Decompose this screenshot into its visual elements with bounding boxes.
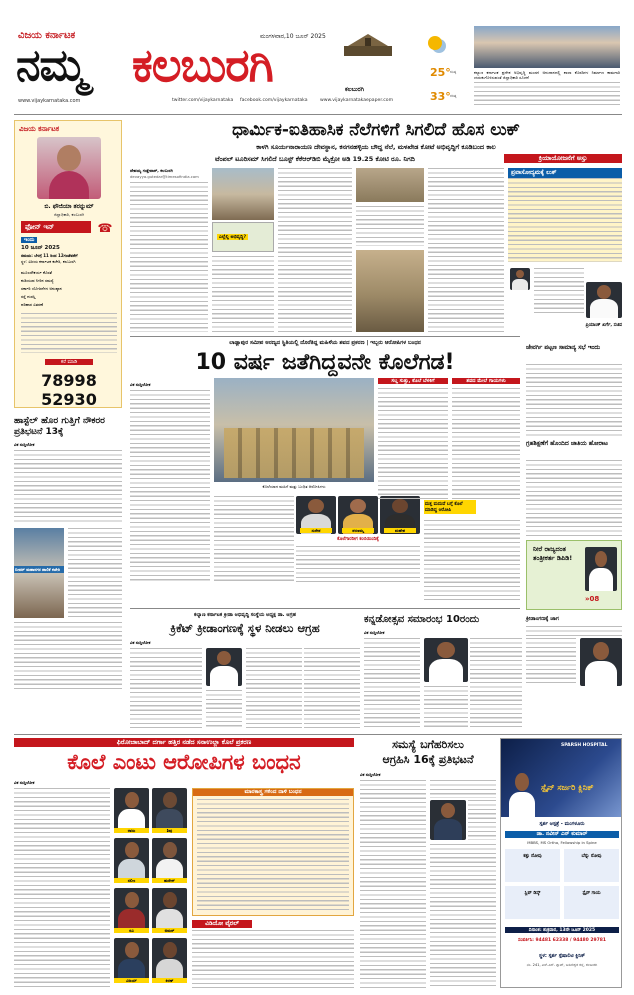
ad-service: ಬೆನ್ನು ನೋವು xyxy=(564,849,619,882)
accused-m2 xyxy=(152,788,187,832)
lead-photo-fort xyxy=(212,168,274,220)
accused-name-2: ಶರಣಮ್ಮ xyxy=(342,528,374,533)
temp-max-label: ಗರಿಷ್ಠ xyxy=(450,94,457,98)
phone-in-label: ಫೋನ್ ಇನ್ xyxy=(21,221,91,233)
lead-lines-2 xyxy=(212,256,274,332)
side-lines-3 xyxy=(424,520,520,600)
lead-tag: ಕ್ರಿಯಾಯೋಜನೆಗೆ ಅಸ್ತು xyxy=(504,154,622,163)
ad-address: ಸ್ಥಳ: ಸ್ಪರ್ಶ ಸ್ಪೆಷಾಲಿಟಿ ಕ್ಲಿನಿಕ್ xyxy=(539,953,585,959)
lead-lines-1 xyxy=(130,182,208,332)
side-lines-2 xyxy=(452,388,520,500)
accused-name-m1: ರಾಜು xyxy=(114,828,149,833)
top-brief-lines xyxy=(474,82,620,108)
lower-rule xyxy=(14,734,622,735)
lead-photo-temple xyxy=(356,168,424,202)
topic-list xyxy=(21,269,119,309)
accused-name-m3: ಸಲೀಂ xyxy=(114,878,149,883)
cricket-lines-4 xyxy=(304,648,360,728)
phone-in-time: ಸಮಯ: ಬೆಳಗ್ಗೆ 11 ರಿಂದ 12ಗಂಟೆವರೆಗೆ xyxy=(21,253,78,258)
protest-lines-1 xyxy=(360,780,426,988)
side-lines-1 xyxy=(378,388,448,500)
hostel-byline: ವಿಕ ಸುದ್ದಿಲೋಕ xyxy=(14,442,35,447)
accused-m1 xyxy=(114,788,149,832)
right-item2-title: ಗ್ರಹಶಿಕ್ಷಣೆಗೆ ಹೊಂದಿದ ಜಾತಿಯ ಹೋರಾಟ xyxy=(526,440,608,447)
second-lines-2 xyxy=(214,496,294,582)
ad-date: ದಿನಾಂಕ: ಶುಕ್ರವಾರ, 13ನೇ ಜೂನ್ 2025 xyxy=(505,927,619,933)
accused-caption: ಕೊಲೆಗಾರರೀಗ ಕಂಬಿಯಿಂದಿಕ್ಕೆ xyxy=(337,537,379,542)
lead-lines-4 xyxy=(356,206,424,246)
lead-byline: ದೇವಯ್ಯ ಗುತ್ತೇದಾರ್, ಕಲಬುರಗಿ xyxy=(130,168,173,173)
ad-services xyxy=(505,849,619,919)
accused-m5 xyxy=(114,888,149,932)
cricket-kicker: ಕಲ್ಯಾಣ ಕರ್ನಾಟಕ ಕ್ರೀಡಾ ಅಭಿವೃದ್ಧಿ ಸಂಸ್ಥೆಯ ಅಧ್ಯಕ್ಷ ಡಾ. ಆಗ್ರಹ xyxy=(194,612,296,618)
second-rule xyxy=(130,336,520,337)
right-item1-title: ಜೇವರ್ಗಿ ಪಟ್ಟಣ ಸಾಮಾನ್ಯ ಸಭೆ ಇಂದು xyxy=(526,344,601,351)
ad-address-2: ನಂ. 241, ಎಸ್.ಎಸ್. ಫ್ಲಾಟ್, ಬಸವೇಶ್ವರ ರಸ್ತೆ, ಕಲಬುರಗಿ xyxy=(526,963,598,967)
right-lines-4 xyxy=(526,638,576,686)
accused-name-m6: ಅಮರ್ xyxy=(152,928,187,933)
protest-byline: ವಿಕ ಸುದ್ದಿಲೋಕ xyxy=(360,772,381,777)
right-photo xyxy=(580,638,622,686)
top-brief-photo xyxy=(474,26,620,68)
phone-in-date: 10 ಜೂನ್ 2025 xyxy=(21,245,60,251)
twitter-link[interactable]: twitter.com/vijaykarnataka xyxy=(172,98,234,103)
promo-page: »08 xyxy=(585,595,600,603)
masthead-title-left: ನಮ್ಮ xyxy=(16,40,87,91)
phone-in-lines xyxy=(21,313,117,353)
quote-photo xyxy=(586,282,622,318)
temp-min: 25° xyxy=(430,66,451,79)
temp-max: 33° xyxy=(430,90,451,103)
accused-m6 xyxy=(152,888,187,932)
accused-name-1: ಸುರೇಶ xyxy=(300,528,332,533)
protest-lines-2 xyxy=(430,780,496,798)
lead-map-label: ಎಲ್ಲೆಲ್ಲಿ ಅಭಿವೃದ್ಧಿ? xyxy=(219,235,247,240)
lead-sidebar-lines xyxy=(508,178,622,262)
lead-headline: ಧಾರ್ಮಿಕ-ಐತಿಹಾಸಿಕ ನೆಲೆಗಳಿಗೆ ಸಿಗಲಿದೆ ಹೊಸ ಲುಕ್ xyxy=(232,120,520,140)
hostel-lines-3 xyxy=(14,622,122,692)
murder-box-title: ಮಾರಕಾಸ್ತ್ರ ಗಳಿಂದ ದಾಳಿ ಬಂಧನ xyxy=(193,789,353,796)
hostel-headline: ಹಾಸ್ಟೆಲ್ ಹೊರ ಗುತ್ತಿಗೆ ನೌಕರರ ಪ್ರತಿಭಟನೆ 13ಕ್ಕೆ xyxy=(14,416,105,437)
accused-m4 xyxy=(152,838,187,882)
lead-lines-3 xyxy=(278,168,352,332)
second-lines-1 xyxy=(130,390,210,582)
cricket-photo xyxy=(206,648,242,686)
quote-name: ಪ್ರಿಯಾಂಕ್ ಖರ್ಗೆ, ಸಚಿವ xyxy=(585,323,622,328)
second-byline: ವಿಕ ಸುದ್ದಿಲೋಕ xyxy=(130,382,151,387)
right-lines-1 xyxy=(526,364,622,436)
weather-icon xyxy=(428,36,442,50)
accused-name-m4: ಹುಸೇನ್ xyxy=(152,878,187,883)
phone-in-box xyxy=(14,120,122,408)
right-lines-2 xyxy=(526,460,622,536)
accused-name-3: ಮಹೇಶ xyxy=(384,528,416,533)
kannada-byline: ವಿಕ ಸುದ್ದಿಲೋಕ xyxy=(364,630,385,635)
promo-photo xyxy=(585,547,617,591)
second-headline: 10 ವರ್ಷ ಜತೆಗಿದ್ದವನೇ ಕೊಲೆಗಡ! xyxy=(195,350,455,375)
ad-phone[interactable]: ಸಂಪರ್ಕಿಸಿ: 94481 62338 / 94480 29781 xyxy=(518,938,606,943)
murder-byline: ವಿಕ ಸುದ್ದಿಲೋಕ xyxy=(14,780,35,785)
ad-doctor-photo xyxy=(505,769,539,817)
masthead-date: ಮಂಗಳವಾರ,10 ಜೂನ್ 2025 xyxy=(260,33,326,40)
second-photo-police xyxy=(214,378,374,482)
right-promo[interactable] xyxy=(526,540,622,610)
hostel-photo xyxy=(14,528,64,618)
protest-headline-1: ಸಮಸ್ಯೆ ಬಗೆಹರಿಸಲು xyxy=(392,738,464,751)
murder-kicker: ಫಿರೋಜಾಬಾದ್ ದರ್ಗಾ ಹತ್ತಿರ ನಡೆದ ಸನಾಉಲ್ಲಾ ಕೊಲೆ ಪ್ರಕರಣ xyxy=(14,738,354,747)
accused-m7 xyxy=(114,938,149,982)
kannada-lines-3 xyxy=(424,686,468,728)
second-photo-caption: ಕೊಲೆಯಾದ ಮಹಿಳೆ ಮತ್ತು ಬಂಧಿತ ಆರೋಪಿಗಳು xyxy=(262,484,326,489)
hostel-lines-1 xyxy=(14,450,122,524)
accused-name-m7: ವಿಜಯ್ xyxy=(114,978,149,983)
cricket-lines-2 xyxy=(206,690,242,728)
cricket-headline: ಕ್ರಿಕೆಟ್ ಕ್ರೀಡಾಂಗಣಕ್ಕೆ ಸ್ಥಳ ನೀಡಲು ಆಗ್ರಹ xyxy=(170,621,320,635)
ad-degree: MBBS, MS Ortho, Fellowship in Spine xyxy=(527,840,597,845)
accused-name-m2: ಶಿವು xyxy=(152,828,187,833)
masthead xyxy=(0,0,634,120)
murder-accused-grid xyxy=(114,788,188,984)
accused-m3 xyxy=(114,838,149,882)
top-brief-text: ಕಲ್ಯಾಣ ಕರ್ನಾಟಕ ಪ್ರದೇಶ ಅಭಿವೃದ್ಧಿ ಮಂಡಳಿ ಅನುದಾನದಲ್ಲಿ ಶಾಲಾ ಕೊಠಡಿಗಳ ನಿರ್ಮಾಣ ಕಾಮಗಾರಿ ಚುರುಕುಗೊಳಿಸುವಂತೆ ಜಿಲ್ಲಾಧಿಕಾರಿ ಸೂಚನೆ xyxy=(474,70,620,81)
topic-item: ಮೂಲಸೌಕರ್ಯ ಕೊರತೆ xyxy=(21,270,52,275)
murder-lines-1 xyxy=(14,788,110,988)
murder-box-lines xyxy=(197,799,349,911)
ad-doctor-name: ಡಾ. ನವೀನ್ ಎನ್ ಕುಮಾರ್ xyxy=(505,831,619,838)
kannada-lines-2 xyxy=(470,638,522,728)
hostel-lines-2 xyxy=(68,528,122,618)
topic-item: ಸರ್ಕಾರಿ ಯೋಜನೆಗಳ ಅನುಷ್ಠಾನ xyxy=(21,286,62,291)
ad-banner xyxy=(501,739,622,817)
lead-map xyxy=(212,222,274,252)
today-label: ಇಂದು xyxy=(21,237,37,243)
second-lines-3 xyxy=(296,546,420,582)
guest-role: ಜಿಲ್ಲಾಧಿಕಾರಿ, ಕಲಬುರಗಿ xyxy=(53,212,85,217)
temple-icon xyxy=(340,34,396,56)
promo-text: ನೀರೆ ರಾಜ್ಯದಂತ ತಂತ್ರೀಕರ್ತ ಡಿಪಿಡಿ! xyxy=(533,545,573,562)
masthead-tag: ಕಲಬುರಗಿ xyxy=(345,86,365,93)
quote-lines xyxy=(534,268,584,316)
protest-photo xyxy=(430,800,466,840)
protest-lines-4 xyxy=(430,844,496,988)
topic-item: ಕುಡಿಯುವ ನೀರಿನ ಸಮಸ್ಯೆ xyxy=(21,278,54,283)
protest-lines-3 xyxy=(468,800,496,840)
masthead-rule xyxy=(14,114,622,115)
brand-logo: ವಿಜಯ ಕರ್ನಾಟಕ xyxy=(18,30,76,41)
kannada-photo xyxy=(424,638,468,682)
protest-headline-2: ಆಗ್ರಹಿಸಿ 16ಕ್ಕೆ ಪ್ರತಿಭಟನೆ xyxy=(382,753,474,766)
video-label: ವಿಡಿಯೋ ವೈರಲ್ xyxy=(192,920,252,928)
second-kicker: ಲಾಡ್ಲಾಪುರ ಸಮೀಪ ಅರಣ್ಯದ ಸ್ಥಿತಿಯಲ್ಲಿ ದೊರೆತಿದ್ದ ಮಹಿಳೆಯ ಶವದ ಪ್ರಕರಣ | ಇಬ್ಬರು ಆರೋಪಿಗಳ ಬಂಧನ xyxy=(229,340,421,346)
ad-service: ಸ್ಪೈನ್ ಗಾಯ xyxy=(564,886,619,919)
kannada-lines-1 xyxy=(364,638,420,728)
lead-lines-5 xyxy=(428,168,504,332)
mid-rule xyxy=(130,608,520,609)
phone-number[interactable]: 78998 52930 xyxy=(41,371,97,409)
murder-headline: ಕೊಲೆ ಎಂಟು ಆರೋಪಿಗಳ ಬಂಧನ xyxy=(67,750,301,774)
ad-hospital-name: SPARSH HOSPITAL xyxy=(561,743,608,748)
guest-name: ಬಿ. ಫೌಜಿಯಾ ತರನ್ನುಮ್ xyxy=(44,203,94,210)
murder-box xyxy=(192,788,354,916)
right-lines-3 xyxy=(526,626,622,636)
topic-item: ಪರಿಹಾರ ವಿತರಣೆ xyxy=(21,302,43,307)
topic-item: ರಸ್ತೆ ದುರಸ್ತಿ xyxy=(21,294,36,299)
masthead-title-right: ಕಲಬುರಗಿ xyxy=(132,38,273,92)
right-item3-title: ಕ್ರೀಡಾಂಗಣಕ್ಕೆ ಜಾಗ xyxy=(526,616,559,622)
website-link[interactable]: www.vijaykarnataka.com xyxy=(18,98,81,104)
murder-lines-2 xyxy=(192,930,354,988)
lead-email: devayya.gutedar@timesofindia.com xyxy=(130,174,199,179)
quote-avatar xyxy=(510,268,530,290)
facebook-link[interactable]: facebook.com/vijaykarnataka xyxy=(240,98,308,103)
phone-in-brand: ವಿಜಯ ಕರ್ನಾಟಕ xyxy=(19,125,60,133)
kannada-headline: ಕನ್ನಡೋತ್ಸವ ಸಮಾರಂಭ 10ರಂದು xyxy=(364,614,480,625)
temp-min-label: ಕನಿಷ್ಠ xyxy=(450,70,457,74)
ad-tagline: ಸ್ಪೈನ್ ಸರ್ಜರಿ ಕ್ಲಿನಿಕ್ xyxy=(541,783,594,792)
side-label-1: ಸಲ್ಲ ಸುತ್ತು, ಕೊಲೆ ಬೆಳಕಿಗೆ xyxy=(378,378,448,384)
phone-in-venue: ಸ್ಥಳ: ವಿಜಯ ಕರ್ನಾಟಕ ಕಚೇರಿ, ಕಲಬುರಗಿ xyxy=(21,259,76,264)
lead-photo-ruins xyxy=(356,250,424,332)
ad-city: ಸ್ಪರ್ಶ ಆಸ್ಪತ್ರೆ - ಮಂಗಳೂರು xyxy=(539,821,585,827)
box-label: ಮತ್ತ ಮದುವೆ ಬಗ್ಗೆ ಕೊಲೆ ಮಾಡಿದ್ದ ಆರೋಪಿ xyxy=(424,500,476,514)
hospital-ad[interactable] xyxy=(500,738,622,988)
cricket-lines-1 xyxy=(130,648,202,728)
accused-name-m8: ಕಿರಣ್ xyxy=(152,978,187,983)
call-label: ಕರೆ ಮಾಡಿ xyxy=(45,359,93,365)
ad-service: ಕತ್ತು ನೋವು xyxy=(505,849,560,882)
cricket-lines-3 xyxy=(246,648,302,728)
lead-sidebar-title: ಪ್ರವಾಸೋದ್ಯಮಕ್ಕೆ ಲುಕ್ xyxy=(508,168,622,178)
ad-service: ಸ್ಲಿಪ್ ಡಿಸ್ಕ್ xyxy=(505,886,560,919)
guest-photo xyxy=(37,137,101,199)
lead-subhead-2: ಟೆಂಪಲ್ ಟೂರಿಸಮ್ ಸಿಗಲಿದೆ ಬೂಸ್ಟ್ ಕೆಕೆಆರ್‌ಡಿಬಿ ಮೈಕ್ರೋ ಅಡಿ 19.25 ಕೋಟಿ ರೂ. ನಿಗದಿ xyxy=(215,155,415,163)
lead-subhead-1: ಕಾಳಗಿ ಸೂರ್ಯನಾರಾಯಣ ದೇವಸ್ಥಾನ, ಕನಗನಹಳ್ಳಿಯ ಬೌದ್ಧ ನೆಲೆ, ಮಳಖೇಡ ಕೋಟೆ ಅಭಿವೃದ್ಧಿಗೆ ಕೂಡಿಬಂದ ಕಾಲ xyxy=(256,143,496,151)
side-label-2: ಶವದ ಮೇಲೆ ಗಾಯಗಳು xyxy=(452,378,520,384)
epaper-link[interactable]: www.vijaykarnatakaepaper.com xyxy=(320,98,394,103)
hostel-photo-caption: ಬೀದರ್ ಮಹಾನಗರ ಪಾಲಿಕೆ ಕಚೇರಿ xyxy=(14,566,64,573)
accused-name-m5: ರವಿ xyxy=(114,928,149,933)
phone-icon: ☎ xyxy=(97,221,113,235)
accused-m8 xyxy=(152,938,187,982)
cricket-byline: ವಿಕ ಸುದ್ದಿಲೋಕ xyxy=(130,640,151,645)
